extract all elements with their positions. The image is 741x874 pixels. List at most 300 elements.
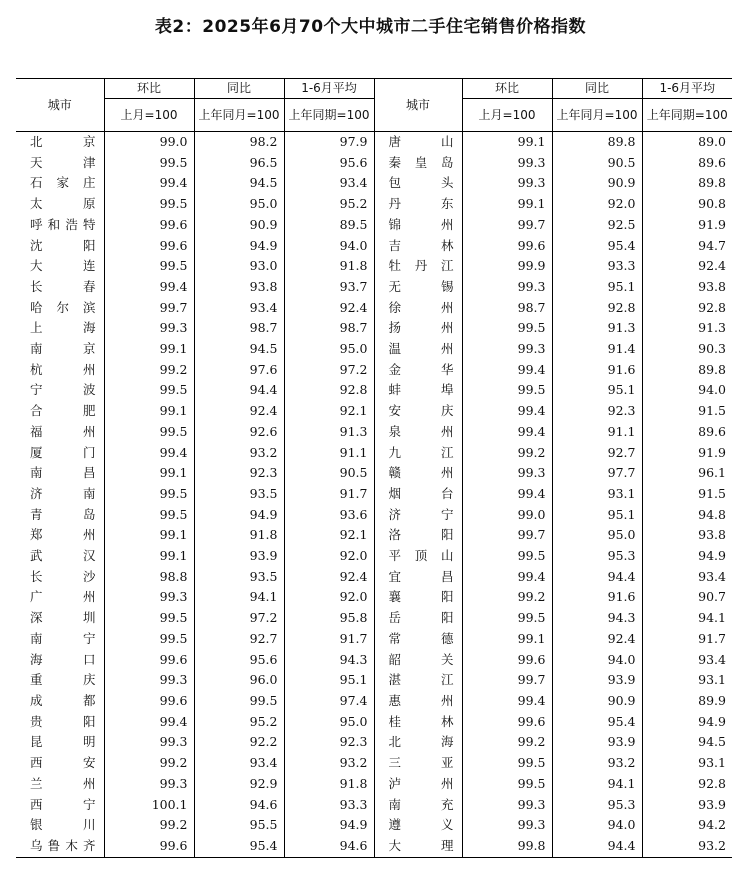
mom-value-left: 99.5 [104,422,194,443]
mom-value-right: 99.5 [462,753,552,774]
avg-value-right: 93.2 [642,836,732,857]
mom-value-right: 99.2 [462,732,552,753]
avg-value-right: 90.7 [642,587,732,608]
avg-value-left: 95.2 [284,194,374,215]
avg-value-right: 92.8 [642,298,732,319]
avg-value-left: 92.4 [284,298,374,319]
yoy-value-right: 95.3 [552,546,642,567]
table-row [16,670,732,691]
table-row [16,277,732,298]
mom-value-right: 99.0 [462,505,552,526]
yoy-value-right: 91.1 [552,422,642,443]
yoy-value-right: 90.5 [552,153,642,174]
yoy-value-right: 93.9 [552,670,642,691]
mom-value-right: 99.2 [462,587,552,608]
mom-value-right: 99.4 [462,567,552,588]
avg-value-right: 94.2 [642,815,732,836]
mom-value-right: 99.7 [462,215,552,236]
mom-base-left: 上月=100 [104,99,194,132]
table-row [16,795,732,816]
mom-value-right: 99.3 [462,277,552,298]
table-row [16,236,732,257]
city-name-right: 泸州 [374,774,462,795]
table-row [16,463,732,484]
avg-value-right: 90.8 [642,194,732,215]
city-name-right: 无锡 [374,277,462,298]
city-name-right: 泉州 [374,422,462,443]
avg-value-right: 91.5 [642,401,732,422]
page-title: 表2：2025年6月70个大中城市二手住宅销售价格指数 [154,17,587,37]
mom-value-right: 99.3 [462,339,552,360]
mom-value-right: 99.3 [462,153,552,174]
yoy-value-left: 94.5 [194,339,284,360]
yoy-value-left: 92.6 [194,422,284,443]
mom-value-left: 99.7 [104,298,194,319]
mom-value-left: 100.1 [104,795,194,816]
city-name-right: 大理 [374,836,462,857]
avg-value-left: 93.6 [284,505,374,526]
yoy-value-right: 92.7 [552,443,642,464]
city-name-left: 长春 [16,277,104,298]
city-name-left: 石家庄 [16,173,104,194]
yoy-value-right: 93.3 [552,256,642,277]
avg-value-left: 93.7 [284,277,374,298]
city-name-right: 秦皇岛 [374,153,462,174]
yoy-value-right: 91.3 [552,318,642,339]
avg-value-right: 94.7 [642,236,732,257]
mom-value-right: 99.4 [462,422,552,443]
table-row [16,380,732,401]
yoy-value-right: 94.3 [552,608,642,629]
avg-value-left: 91.7 [284,484,374,505]
city-name-right: 温州 [374,339,462,360]
avg-value-right: 93.8 [642,525,732,546]
city-name-right: 牡丹江 [374,256,462,277]
yoy-value-left: 92.2 [194,732,284,753]
city-name-right: 济宁 [374,505,462,526]
avg-value-left: 92.1 [284,401,374,422]
avg-value-right: 91.5 [642,484,732,505]
table-row [16,587,732,608]
mom-value-left: 98.8 [104,567,194,588]
mom-value-left: 99.5 [104,256,194,277]
avg-value-right: 96.1 [642,463,732,484]
mom-value-left: 99.5 [104,153,194,174]
table-row [16,629,732,650]
mom-value-left: 99.3 [104,318,194,339]
city-name-right: 惠州 [374,691,462,712]
mom-value-left: 99.5 [104,380,194,401]
mom-value-left: 99.1 [104,463,194,484]
mom-value-left: 99.3 [104,732,194,753]
mom-value-right: 99.3 [462,463,552,484]
mom-value-right: 99.6 [462,712,552,733]
avg-value-left: 91.8 [284,774,374,795]
city-name-left: 厦门 [16,443,104,464]
yoy-value-left: 92.4 [194,401,284,422]
city-name-left: 西安 [16,753,104,774]
yoy-value-left: 97.6 [194,360,284,381]
city-name-right: 襄阳 [374,587,462,608]
yoy-value-right: 89.8 [552,132,642,153]
yoy-value-right: 94.0 [552,650,642,671]
mom-value-left: 99.6 [104,836,194,857]
city-name-left: 呼和浩特 [16,215,104,236]
mom-value-right: 99.9 [462,256,552,277]
yoy-value-right: 91.6 [552,360,642,381]
table-row [16,443,732,464]
mom-value-right: 99.8 [462,836,552,857]
city-name-left: 重庆 [16,670,104,691]
table-row [16,546,732,567]
avg-value-right: 94.9 [642,546,732,567]
mom-value-left: 99.5 [104,608,194,629]
yoy-value-left: 94.9 [194,236,284,257]
city-name-right: 桂林 [374,712,462,733]
mom-value-left: 99.2 [104,815,194,836]
avg-header-left: 1-6月平均 [284,79,374,99]
mom-header-right: 环比 [462,79,552,99]
yoy-value-left: 94.9 [194,505,284,526]
yoy-header-left: 同比 [194,79,284,99]
avg-value-right: 89.9 [642,691,732,712]
city-name-left: 广州 [16,587,104,608]
city-name-right: 九江 [374,443,462,464]
avg-value-right: 89.8 [642,173,732,194]
yoy-value-right: 95.0 [552,525,642,546]
city-name-left: 福州 [16,422,104,443]
table-row [16,401,732,422]
mom-value-left: 99.2 [104,360,194,381]
avg-value-right: 89.6 [642,153,732,174]
city-name-right: 韶关 [374,650,462,671]
avg-value-right: 94.5 [642,732,732,753]
yoy-value-left: 93.0 [194,256,284,277]
city-name-right: 吉林 [374,236,462,257]
yoy-base-left: 上年同月=100 [194,99,284,132]
mom-value-left: 99.1 [104,525,194,546]
avg-header-right: 1-6月平均 [642,79,732,99]
city-name-left: 大连 [16,256,104,277]
mom-value-right: 99.7 [462,670,552,691]
avg-value-left: 95.0 [284,712,374,733]
avg-value-left: 93.3 [284,795,374,816]
mom-value-right: 99.4 [462,484,552,505]
city-name-left: 杭州 [16,360,104,381]
mom-value-left: 99.5 [104,505,194,526]
avg-value-left: 98.7 [284,318,374,339]
avg-value-left: 92.0 [284,587,374,608]
city-name-left: 南宁 [16,629,104,650]
avg-base-right: 上年同期=100 [642,99,732,132]
avg-value-left: 92.1 [284,525,374,546]
mom-value-right: 99.5 [462,774,552,795]
yoy-value-left: 93.9 [194,546,284,567]
table-row [16,422,732,443]
mom-value-right: 99.7 [462,525,552,546]
avg-value-left: 91.1 [284,443,374,464]
mom-value-left: 99.5 [104,484,194,505]
avg-value-left: 95.6 [284,153,374,174]
price-index-table [16,78,732,858]
yoy-value-right: 95.4 [552,712,642,733]
table-row [16,360,732,381]
mom-value-right: 99.2 [462,443,552,464]
yoy-value-right: 90.9 [552,691,642,712]
yoy-value-left: 93.4 [194,298,284,319]
table-row [16,732,732,753]
avg-value-right: 89.0 [642,132,732,153]
city-name-right: 南充 [374,795,462,816]
city-name-left: 宁波 [16,380,104,401]
mom-value-left: 99.3 [104,670,194,691]
table-row [16,484,732,505]
avg-value-right: 89.8 [642,360,732,381]
yoy-value-left: 91.8 [194,525,284,546]
mom-value-right: 99.3 [462,815,552,836]
city-name-left: 济南 [16,484,104,505]
yoy-value-left: 94.6 [194,795,284,816]
avg-value-right: 93.1 [642,753,732,774]
yoy-value-left: 96.0 [194,670,284,691]
avg-value-left: 93.2 [284,753,374,774]
city-name-left: 银川 [16,815,104,836]
yoy-value-left: 94.4 [194,380,284,401]
mom-value-right: 99.5 [462,318,552,339]
yoy-value-left: 95.0 [194,194,284,215]
city-name-right: 三亚 [374,753,462,774]
city-name-right: 金华 [374,360,462,381]
yoy-value-left: 93.2 [194,443,284,464]
city-name-right: 烟台 [374,484,462,505]
city-name-left: 海口 [16,650,104,671]
avg-value-right: 89.6 [642,422,732,443]
avg-value-left: 91.3 [284,422,374,443]
mom-value-right: 99.1 [462,132,552,153]
city-name-left: 郑州 [16,525,104,546]
city-name-left: 成都 [16,691,104,712]
table-row [16,525,732,546]
mom-value-left: 99.6 [104,236,194,257]
avg-value-right: 91.9 [642,443,732,464]
mom-value-left: 99.3 [104,774,194,795]
yoy-value-right: 95.1 [552,380,642,401]
avg-value-right: 94.8 [642,505,732,526]
city-name-right: 洛阳 [374,525,462,546]
yoy-value-right: 95.3 [552,795,642,816]
avg-value-left: 95.1 [284,670,374,691]
mom-value-left: 99.4 [104,277,194,298]
city-name-left: 昆明 [16,732,104,753]
city-name-left: 西宁 [16,795,104,816]
mom-value-left: 99.1 [104,546,194,567]
city-name-left: 天津 [16,153,104,174]
yoy-value-right: 93.9 [552,732,642,753]
mom-value-right: 99.5 [462,546,552,567]
city-name-left: 南昌 [16,463,104,484]
yoy-value-left: 95.4 [194,836,284,857]
table-row [16,815,732,836]
mom-value-left: 99.5 [104,194,194,215]
mom-value-right: 99.5 [462,608,552,629]
city-name-right: 丹东 [374,194,462,215]
table-row [16,712,732,733]
avg-value-left: 97.9 [284,132,374,153]
yoy-value-right: 94.4 [552,567,642,588]
yoy-value-right: 92.0 [552,194,642,215]
mom-value-left: 99.6 [104,650,194,671]
avg-value-right: 93.4 [642,650,732,671]
city-name-left: 贵阳 [16,712,104,733]
table-row [16,753,732,774]
avg-value-left: 94.9 [284,815,374,836]
yoy-value-left: 93.8 [194,277,284,298]
yoy-value-right: 97.7 [552,463,642,484]
mom-header-left: 环比 [104,79,194,99]
yoy-value-left: 98.7 [194,318,284,339]
yoy-value-right: 91.4 [552,339,642,360]
yoy-value-left: 93.4 [194,753,284,774]
mom-value-right: 99.5 [462,380,552,401]
city-name-right: 宜昌 [374,567,462,588]
mom-value-left: 99.5 [104,629,194,650]
table-row [16,215,732,236]
mom-base-right: 上月=100 [462,99,552,132]
yoy-value-right: 91.6 [552,587,642,608]
city-name-right: 包头 [374,173,462,194]
mom-value-left: 99.6 [104,691,194,712]
mom-value-left: 99.4 [104,443,194,464]
mom-value-right: 99.3 [462,173,552,194]
city-name-left: 深圳 [16,608,104,629]
mom-value-left: 99.2 [104,753,194,774]
yoy-value-right: 93.1 [552,484,642,505]
city-name-left: 长沙 [16,567,104,588]
city-name-left: 青岛 [16,505,104,526]
yoy-value-left: 95.5 [194,815,284,836]
avg-value-right: 94.1 [642,608,732,629]
city-name-right: 常德 [374,629,462,650]
city-name-left: 哈尔滨 [16,298,104,319]
city-name-right: 湛江 [374,670,462,691]
city-name-left: 武汉 [16,546,104,567]
avg-value-left: 93.4 [284,173,374,194]
mom-value-right: 99.4 [462,691,552,712]
yoy-value-right: 94.0 [552,815,642,836]
avg-value-right: 94.0 [642,380,732,401]
avg-value-left: 95.8 [284,608,374,629]
mom-value-left: 99.0 [104,132,194,153]
yoy-value-right: 95.1 [552,505,642,526]
yoy-value-right: 94.1 [552,774,642,795]
yoy-value-right: 90.9 [552,173,642,194]
table-row [16,132,732,153]
yoy-value-left: 92.9 [194,774,284,795]
yoy-value-left: 97.2 [194,608,284,629]
yoy-value-left: 90.9 [194,215,284,236]
yoy-value-left: 98.2 [194,132,284,153]
avg-value-left: 95.0 [284,339,374,360]
yoy-value-right: 92.5 [552,215,642,236]
yoy-value-left: 95.6 [194,650,284,671]
avg-value-right: 93.4 [642,567,732,588]
yoy-value-left: 93.5 [194,567,284,588]
avg-value-left: 91.7 [284,629,374,650]
mom-value-right: 99.4 [462,401,552,422]
table-row [16,194,732,215]
avg-value-left: 94.3 [284,650,374,671]
yoy-value-right: 94.4 [552,836,642,857]
yoy-value-left: 94.5 [194,173,284,194]
avg-value-right: 93.9 [642,795,732,816]
table-body [16,132,732,858]
avg-value-left: 91.8 [284,256,374,277]
table-row [16,173,732,194]
city-name-right: 赣州 [374,463,462,484]
avg-value-right: 91.9 [642,215,732,236]
yoy-value-left: 96.5 [194,153,284,174]
table-row [16,608,732,629]
mom-value-left: 99.1 [104,339,194,360]
city-name-right: 扬州 [374,318,462,339]
city-name-right: 唐山 [374,132,462,153]
table-row [16,298,732,319]
avg-value-left: 92.0 [284,546,374,567]
city-name-right: 安庆 [374,401,462,422]
city-name-left: 北京 [16,132,104,153]
avg-value-right: 92.4 [642,256,732,277]
avg-value-left: 97.4 [284,691,374,712]
mom-value-right: 99.1 [462,629,552,650]
city-header-right: 城市 [374,79,462,132]
city-name-right: 遵义 [374,815,462,836]
avg-value-right: 90.3 [642,339,732,360]
yoy-value-left: 92.7 [194,629,284,650]
mom-value-right: 99.1 [462,194,552,215]
table-row [16,339,732,360]
avg-value-right: 91.7 [642,629,732,650]
avg-value-left: 92.4 [284,567,374,588]
yoy-base-right: 上年同月=100 [552,99,642,132]
table-row [16,153,732,174]
avg-value-left: 92.3 [284,732,374,753]
avg-value-right: 93.8 [642,277,732,298]
avg-value-left: 92.8 [284,380,374,401]
table-row [16,650,732,671]
table-row [16,774,732,795]
city-name-left: 南京 [16,339,104,360]
city-name-right: 锦州 [374,215,462,236]
city-name-right: 岳阳 [374,608,462,629]
table-row [16,567,732,588]
city-name-right: 徐州 [374,298,462,319]
mom-value-right: 99.4 [462,360,552,381]
mom-value-left: 99.3 [104,587,194,608]
avg-value-left: 90.5 [284,463,374,484]
table-row [16,505,732,526]
city-name-left: 沈阳 [16,236,104,257]
mom-value-right: 98.7 [462,298,552,319]
city-name-right: 平顶山 [374,546,462,567]
city-name-right: 北海 [374,732,462,753]
city-header-left: 城市 [16,79,104,132]
table-row [16,318,732,339]
table-row [16,691,732,712]
table-row [16,256,732,277]
yoy-value-right: 92.3 [552,401,642,422]
yoy-value-right: 95.1 [552,277,642,298]
yoy-value-left: 92.3 [194,463,284,484]
